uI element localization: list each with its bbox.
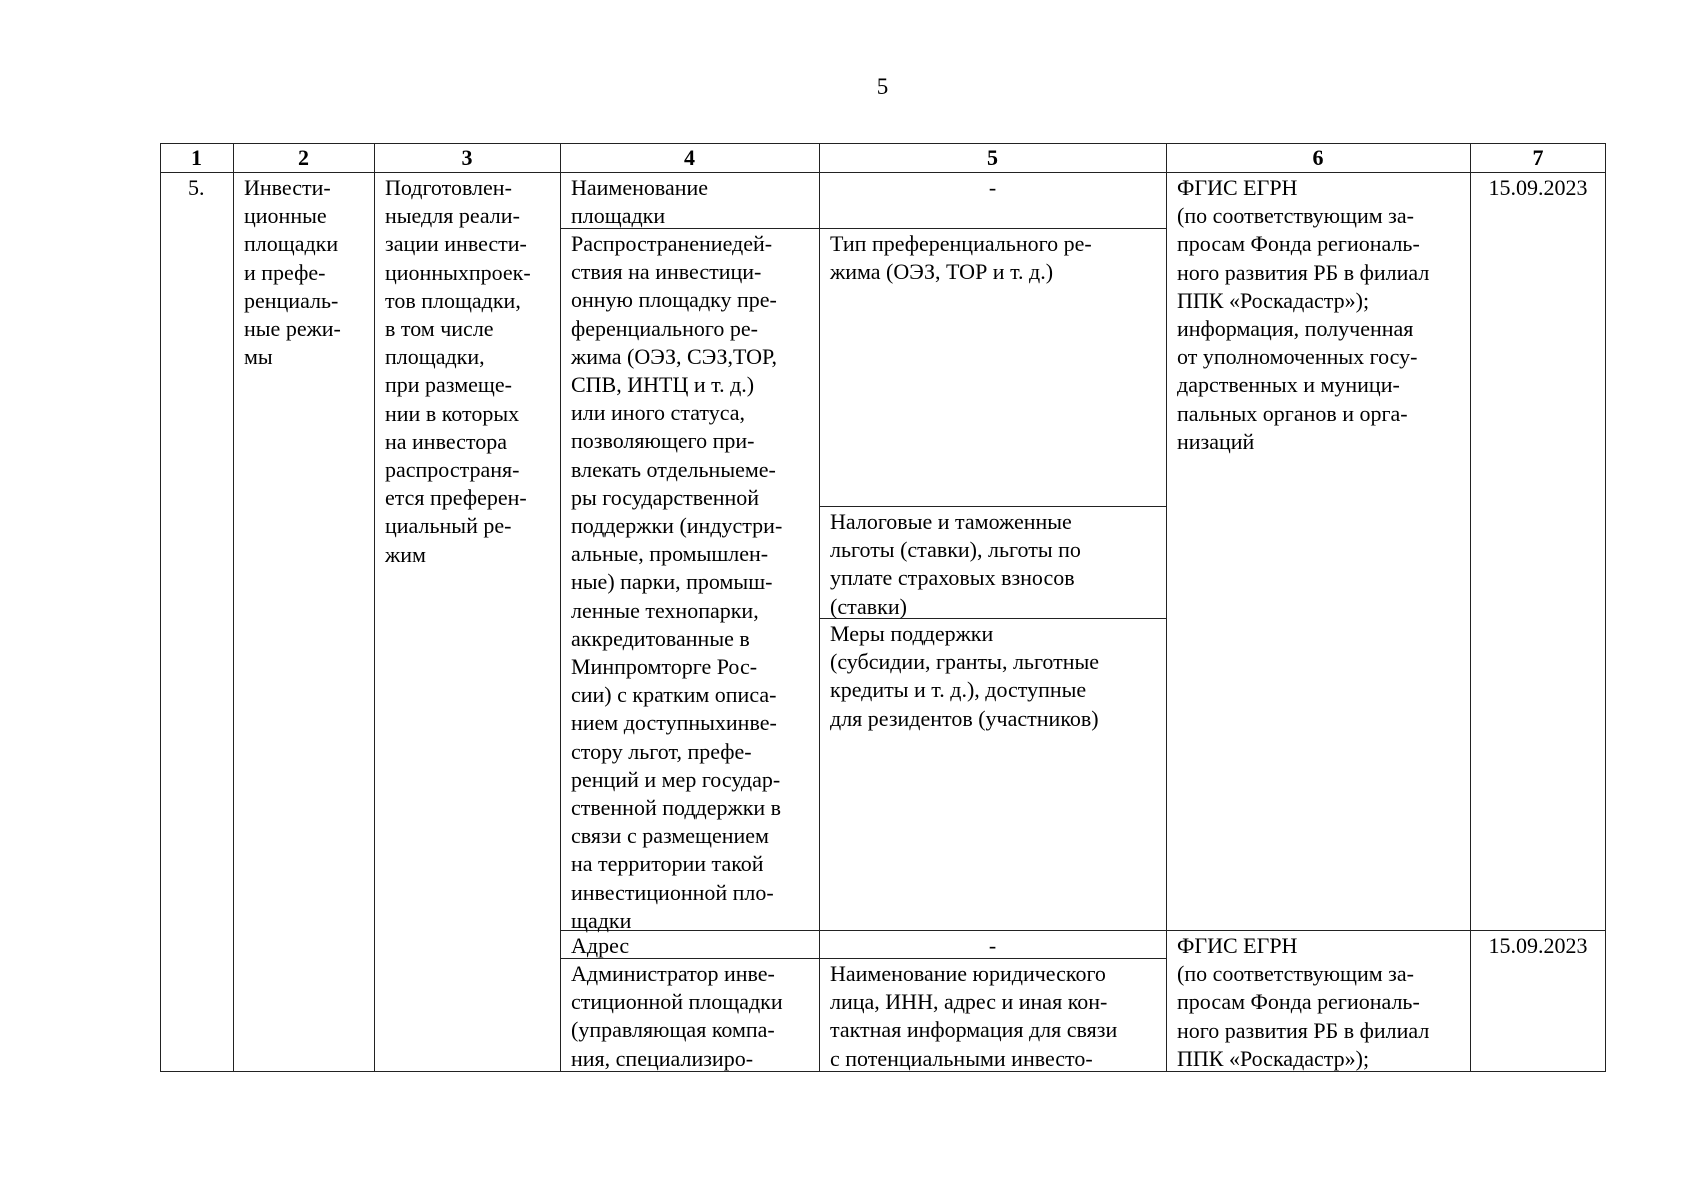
column-divider xyxy=(1166,143,1167,1072)
column-header: 5 xyxy=(987,145,998,170)
column-divider xyxy=(560,143,561,1072)
date-cell: 15.09.2023 xyxy=(1488,175,1588,200)
attribute-name-cell: Администратор инве- стиционной площадки (управляющая компа- ния, специализиро- xyxy=(571,961,783,1071)
column-header: 3 xyxy=(461,145,473,170)
attribute-detail-cell: Тип преференциального ре- жима (ОЭЗ, ТОР и т. д.) xyxy=(830,231,1092,285)
attribute-detail-cell: - xyxy=(988,933,997,958)
column-divider xyxy=(233,143,234,1072)
column-header: 1 xyxy=(191,145,202,170)
data-source-cell: ФГИС ЕГРН (по соответствующим за- просам Фонда региональ- ного развития РБ в филиал ППК «Роскадастр»); xyxy=(1177,933,1430,1071)
data-table xyxy=(160,143,1606,1072)
row-divider xyxy=(819,506,1166,507)
column-header: 6 xyxy=(1312,145,1324,170)
column-header: 2 xyxy=(298,145,309,170)
attribute-name-cell: Наименование площадки xyxy=(571,175,709,229)
description-cell: Подготовлен- ныедля реали- зации инвести- ционныхпроек- тов площадки, в том числе площадки, при размеще- нии в которых на инвестора распространя- ется преферен- циальный ре- жим xyxy=(385,175,531,567)
attribute-name-cell: Адрес xyxy=(571,933,630,958)
column-header: 4 xyxy=(684,145,695,170)
attribute-detail-cell: Наименование юридического лица, ИНН, адрес и иная кон- тактная информация для связи с потенциальными инвесто- xyxy=(830,961,1118,1071)
page-number: 5 xyxy=(876,74,889,99)
data-source-cell: ФГИС ЕГРН (по соответствующим за- просам Фонда региональ- ного развития РБ в филиал ППК «Роскадастр»); информация, полученная от уполномоченных госу- дарственных и муници- пальных органов и орга- низаций xyxy=(1177,175,1430,454)
attribute-detail-cell: Меры поддержки (субсидии, гранты, льготные кредиты и т. д.), доступные для резидентов (участников) xyxy=(830,621,1100,731)
column-header: 7 xyxy=(1532,145,1544,170)
row-number: 5. xyxy=(188,175,205,200)
header-divider xyxy=(160,172,1606,173)
date-cell: 15.09.2023 xyxy=(1488,933,1588,958)
column-divider xyxy=(374,143,375,1072)
attribute-name-cell: Распространениедей- ствия на инвестици- онную площадку пре- ференциального ре- жима (ОЭЗ, СЭЗ,ТОР, СПВ, ИНТЦ и т. д.) или иного статуса, позволяющего при- влекать отдельныеме- ры государственной поддержки (индустри- альные, промышлен- ные) парки, промыш- ленные технопарки, аккредитованные в Минпромторге Рос- сии) с кратким описа- нием доступныхинве- стору льгот, префе- ренций и мер государ- ственной поддержки в связи с размещением на территории такой инвестиционной пло- щадки xyxy=(571,231,783,933)
attribute-detail-cell: - xyxy=(988,175,997,200)
category-cell: Инвести- ционные площадки и префе- ренциаль- ные режи- мы xyxy=(244,175,341,370)
attribute-detail-cell: Налоговые и таможенные льготы (ставки), льготы по уплате страховых взносов (ставки) xyxy=(830,509,1081,619)
